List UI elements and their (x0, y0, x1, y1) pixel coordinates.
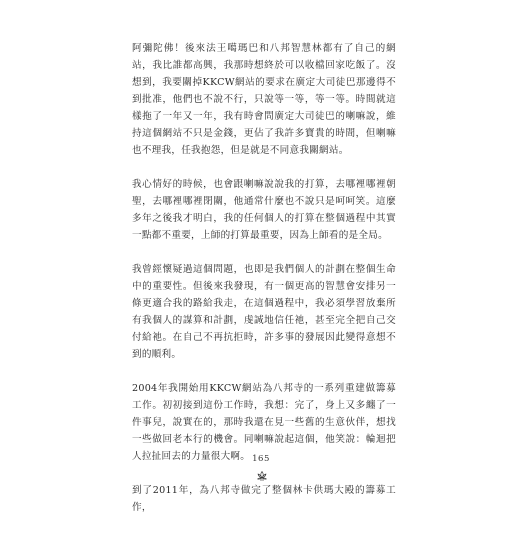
paragraph-3: 我曾經懷疑過這個問題，也即是我們個人的計劃在整個生命中的重要性。但後來我發現，有一個更高的智慧會安排另一條更適合我的路給我走，在這個過程中，我必須學習放棄所有我個人的謀算和計劃，虔誠地信任祂，甚至完全把自己交付給祂。在自己不再抗拒時，許多事的發展因此變得意想不到的順利。 (132, 264, 396, 360)
paragraph-4: 2004年我開始用KKCW網站為八邦寺的一系列重建做籌募工作。初初接到這份工作時，我想：完了，身上又多纏了一件事兒，說實在的，那時我還在見一些舊的生意伙伴，想找一些做回老本行的機會。同喇嘛說起這個，他笑說：輪迴把人拉扯回去的力量很大啊。 (132, 383, 396, 462)
paragraph-1: 阿彌陀佛！後來法王噶瑪巴和八邦智慧林都有了自己的網站，我比誰都高興，我那時想終於可以收檔回家吃飯了。沒想到，我要關掉KKCW網站的要求在廣定大司徒巴那邊得不到批准，他們也不說不行，只說等一等，等一等。時間就這樣拖了一年又一年，我有時會問廣定大司徒巴的喇嘛說，維持這個網站不只是金錢，更佔了我許多寶貴的時間，但喇嘛也不理我，任我抱怨，但是就是不同意我關網站。 (132, 43, 396, 156)
page-number: 165 (252, 454, 270, 464)
lotus-icon (256, 470, 268, 482)
paragraph-2: 我心情好的時候，也會跟喇嘛說說我的打算，去哪裡哪裡朝聖，去哪裡哪裡閉關，他通常什麼也不說只是呵呵笑。這麼多年之後我才明白，我的任何個人的打算在整個過程中其實一點都不重要，上師的打算最重要，因為上師看的是全局。 (132, 179, 396, 241)
paragraph-5: 到了2011年，為八邦寺做完了整個林卡供瑪大殿的籌募工作， (132, 485, 396, 513)
